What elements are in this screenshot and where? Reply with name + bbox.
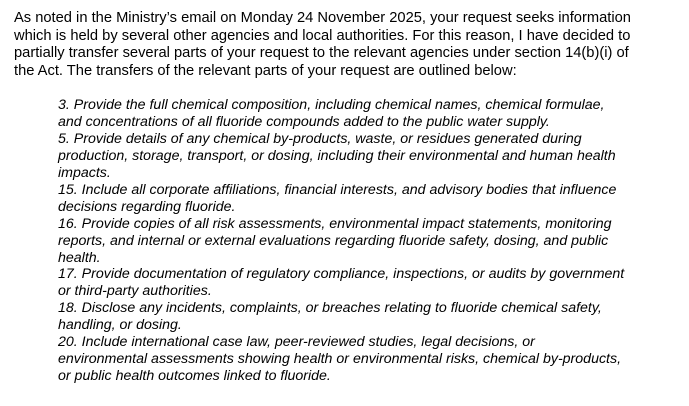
intro-line: As noted in the Ministry’s email on Monday 24 November 2025, your request seeks information [14, 10, 631, 26]
transferred-items-list [58, 97, 684, 384]
item-line: 18. Disclose any incidents, complaints, or breaches relating to fluoride chemical safety, [58, 300, 602, 317]
item-line: handling, or dosing. [58, 317, 182, 334]
intro-paragraph [14, 10, 680, 80]
item-line: 3. Provide the full chemical composition, including chemical names, chemical formulae, [58, 97, 605, 114]
intro-line: the Act. The transfers of the relevant parts of your request are outlined below: [14, 62, 517, 79]
list-item-20 [58, 334, 684, 385]
item-line: and concentrations of all fluoride compounds added to the public water supply. [58, 114, 550, 131]
list-item-16 [58, 216, 684, 267]
item-line: impacts. [58, 165, 111, 181]
item-line: 17. Provide documentation of regulatory compliance, inspections, or audits by government [58, 266, 625, 283]
list-item-18 [58, 300, 684, 334]
item-line: environmental assessments showing health or environmental risks, chemical by-products, [58, 350, 622, 367]
item-line: or third-party authorities. [58, 283, 212, 300]
item-line: or public health outcomes linked to fluoride. [58, 367, 331, 384]
list-item-15 [58, 182, 684, 216]
intro-line: which is held by several other agencies and local authorities. For this reason, I have decided to [14, 27, 631, 44]
item-line: 5. Provide details of any chemical by-products, waste, or residues generated during [58, 131, 582, 148]
list-item-3 [58, 97, 684, 131]
item-line: production, storage, transport, or dosing, including their environmental and human health [58, 148, 616, 165]
list-item-17 [58, 266, 684, 300]
item-line: 20. Include international case law, peer-reviewed studies, legal decisions, or [58, 334, 535, 351]
item-line: decisions regarding fluoride. [58, 198, 236, 215]
item-line: 16. Provide copies of all risk assessments, environmental impact statements, monitoring [58, 215, 612, 232]
item-line: health. [58, 249, 101, 266]
intro-line: partially transfer several parts of your request to the relevant agencies under section 14(b)(i) of [14, 45, 629, 62]
list-item-5 [58, 131, 684, 182]
item-line: reports, and internal or external evaluations regarding fluoride safety, dosing, and public [58, 232, 609, 249]
item-line: 15. Include all corporate affiliations, financial interests, and advisory bodies that influence [58, 181, 617, 198]
